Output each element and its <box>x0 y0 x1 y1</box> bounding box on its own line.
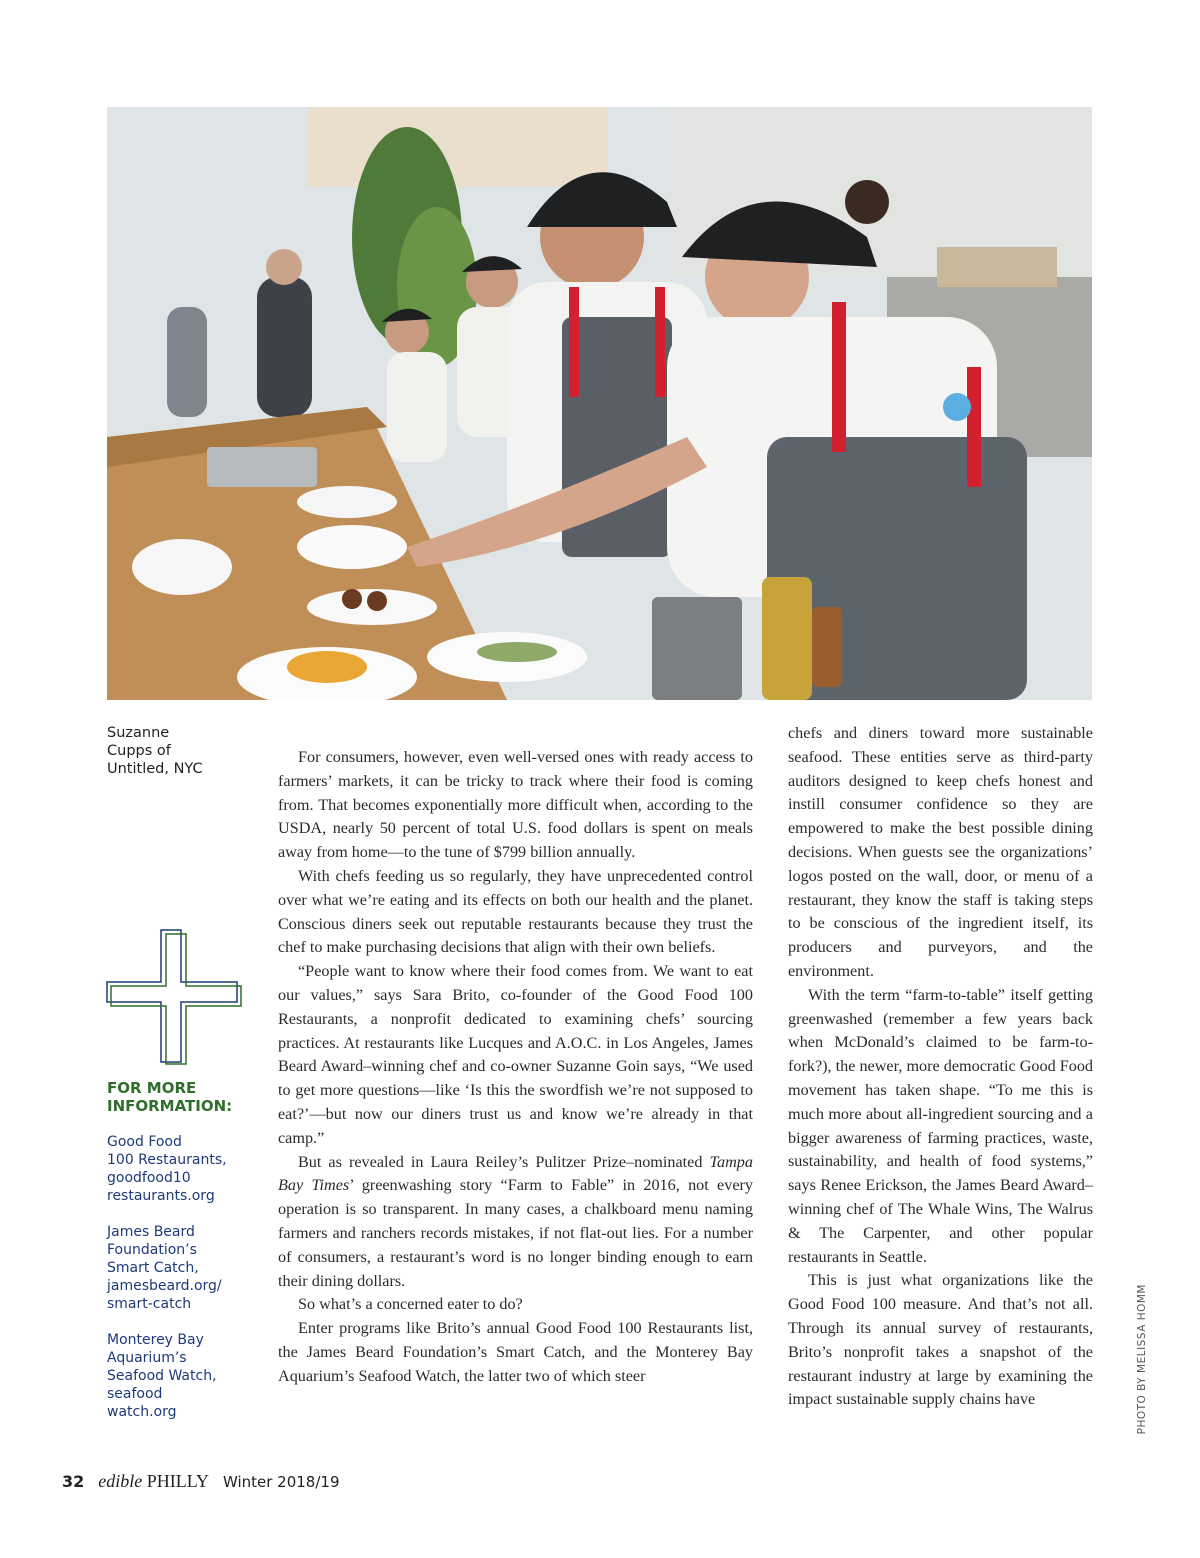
photo-credit: PHOTO BY MELISSA HOMM <box>1136 1284 1148 1435</box>
paragraph: This is just what organizations like the Good Food 100 measure. And that’s not all. Through its annual survey of restaurants, Brito’s nonprofit takes a snapshot of the restaurant industry at large by examining the impact sustainable supply chains have <box>788 1271 1093 1409</box>
article-column-2 <box>788 722 1093 1412</box>
magazine-name-caps: PHILLY <box>146 1471 209 1491</box>
article-column-1 <box>278 746 753 1389</box>
resource-smart-catch[interactable]: James Beard Foundation’s Smart Catch, jamesbeard.org/ smart-catch <box>107 1224 222 1312</box>
kitchen-photo <box>107 107 1092 700</box>
paragraph: With the term “farm-to-table” itself getting greenwashed (remember a few years back when McDonald’s claimed to be farm-to-fork?), the newer, more democratic Good Food movement has taken shape. “To me this is much more about all-ingredient sourcing and a bigger awareness of farming practices, waste, sustainability, and health of food systems,” says Renee Erickson, the James Beard Award–winning chef of The Whale Wins, The Walrus & The Carpenter, and other popular restaurants in Seattle. <box>788 985 1094 1266</box>
paragraph: chefs and diners toward more sustainable seafood. These entities serve as third-party auditors designed to keep chefs honest and instill consumer confidence so they are empowered to make the best possible dining decisions. When guests see the organizations’ logos posted on the wall, door, or menu of a restaurant, they know the staff is taking steps to be conscious of the ingredient itself, its producers and purveyors, and the environment. <box>788 724 1093 980</box>
paragraph: With chefs feeding us so regularly, they have unprecedented control over what we’re eating and its effects on both our health and the planet. Conscious diners seek out reputable restaurants because they trust the chef to make purchasing decisions that align with their own beliefs. <box>278 866 753 957</box>
text-run: ’ greenwashing story “Farm to Fable” in 2016, not every operation is so transparent. In many cases, a chalkboard menu naming farmers and ranchers records mistakes, if not flat-out lies. For a number of consumers, a restaurant’s word is no longer binding enough to earn their dining dollars. <box>278 1176 753 1290</box>
cross-icon <box>103 926 243 1066</box>
resource-seafood-watch[interactable]: Monterey Bay Aquarium’s Seafood Watch, seafood watch.org <box>107 1332 217 1420</box>
resource-list <box>107 1133 267 1439</box>
page-number: 32 <box>62 1472 85 1491</box>
page-footer <box>62 1471 340 1495</box>
magazine-name <box>98 1471 209 1492</box>
publication-name: Tampa Bay Times <box>278 1152 753 1195</box>
text-run: But as revealed in Laura Reiley’s Pulitzer Prize–nominated <box>298 1152 710 1171</box>
issue-date: Winter 2018/19 <box>222 1473 340 1491</box>
resource-good-food[interactable]: Good Food 100 Restaurants, goodfood10 restaurants.org <box>107 1134 227 1204</box>
paragraph-farm-to-fable <box>278 1151 753 1294</box>
paragraph: For consumers, however, even well-versed ones with ready access to farmers’ markets, it can be tricky to track where their food is coming from. That becomes exponentially more difficult when, according to the USDA, nearly 50 percent of total U.S. food dollars is spent on meals away from home—to the tune of $799 billion annually. <box>278 748 753 862</box>
paragraph: Enter programs like Brito’s annual Good Food 100 Restaurants list, the James Beard Foundation’s Smart Catch, and the Monterey Bay Aquarium’s Seafood Watch, the latter two of which steer <box>278 1319 753 1385</box>
paragraph: “People want to know where their food comes from. We want to eat our values,” says Sara Brito, co-founder of the Good Food 100 Restaurants, a nonprofit dedicated to examining chefs’ sourcing practices. At restaurants like Lucques and A.O.C. in Los Angeles, James Beard Award–winning chef and co-owner Suzanne Goin says, “We used to get more questions—like ‘Is this the swordfish we’re not supposed to eat?’—but now our diners trust us and know we’re already in that camp.” <box>278 962 753 1147</box>
sidebar-title: FOR MORE INFORMATION: <box>107 1079 233 1115</box>
photo-caption: Suzanne Cupps of Untitled, NYC <box>107 725 203 777</box>
paragraph: So what’s a concerned eater to do? <box>298 1295 523 1314</box>
magazine-name-italic: edible <box>98 1471 143 1491</box>
